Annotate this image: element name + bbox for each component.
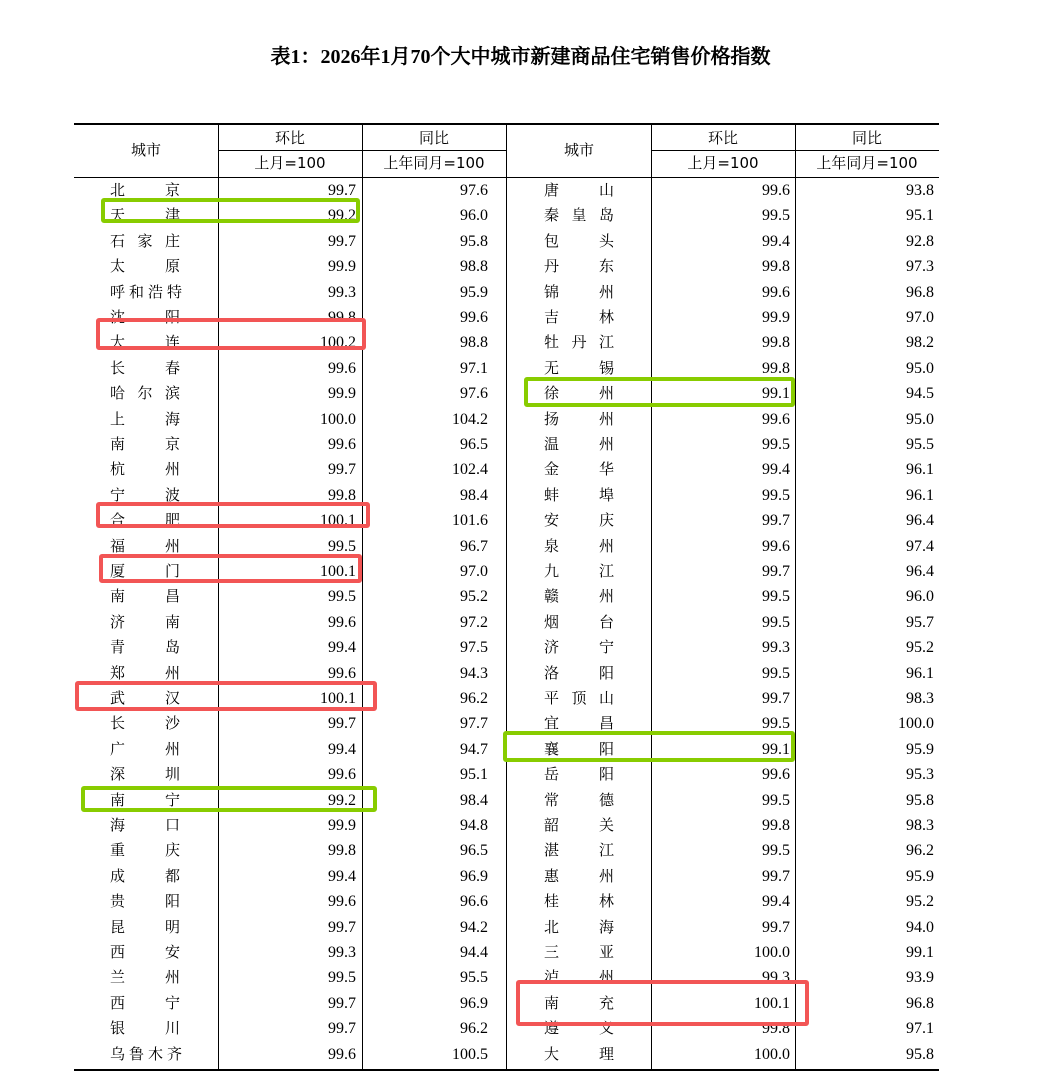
header-mom-left: 环比 — [274, 129, 305, 147]
header-mom-right: 环比 — [707, 129, 738, 147]
city-name: 金 华 — [544, 460, 614, 479]
city-name: 上 海 — [110, 409, 180, 428]
table-row — [74, 330, 939, 355]
table-row — [74, 483, 939, 508]
city-name: 长 沙 — [110, 714, 180, 733]
mom-value: 99.9 — [762, 309, 790, 326]
mom-value: 99.7 — [762, 512, 790, 530]
mom-value: 99.1 — [762, 740, 790, 758]
yoy-value: 94.4 — [460, 944, 488, 961]
mom-value: 99.6 — [762, 766, 790, 784]
yoy-value: 97.6 — [460, 182, 488, 199]
yoy-value: 100.0 — [898, 715, 934, 733]
yoy-value: 95.0 — [906, 359, 934, 377]
header-yoy-right: 同比 — [851, 129, 882, 147]
yoy-value: 95.8 — [906, 791, 934, 809]
yoy-value: 97.1 — [906, 1020, 934, 1038]
mom-value: 99.6 — [762, 410, 790, 428]
mom-value: 99.3 — [762, 639, 790, 657]
yoy-value: 96.2 — [460, 690, 488, 707]
table-row — [74, 356, 939, 381]
yoy-value: 95.2 — [460, 588, 488, 606]
yoy-value: 95.9 — [906, 867, 934, 885]
mom-value: 99.5 — [762, 486, 790, 504]
table-row — [74, 813, 939, 838]
city-name: 九 江 — [544, 562, 614, 580]
yoy-value: 97.4 — [906, 537, 934, 555]
city-name: 北 京 — [110, 181, 180, 199]
mom-value: 99.7 — [328, 182, 356, 199]
city-name: 韶 关 — [544, 816, 614, 834]
city-name: 深 圳 — [110, 765, 180, 784]
mom-value: 99.5 — [762, 715, 790, 733]
mom-value: 99.7 — [328, 994, 356, 1012]
yoy-value: 95.3 — [906, 766, 934, 784]
table-row — [74, 610, 939, 635]
table-row — [74, 203, 939, 228]
yoy-value: 96.4 — [906, 563, 934, 580]
mom-value: 99.6 — [328, 613, 356, 631]
mom-value: 99.6 — [328, 664, 356, 682]
table-row — [74, 635, 939, 660]
mom-value: 100.1 — [320, 690, 356, 707]
yoy-value: 96.8 — [906, 994, 934, 1012]
mom-value: 99.5 — [762, 791, 790, 809]
table-row — [74, 254, 939, 279]
yoy-value: 96.6 — [460, 893, 488, 911]
yoy-value: 96.9 — [460, 867, 488, 885]
city-name: 大 连 — [110, 333, 180, 352]
mom-value: 99.2 — [328, 791, 356, 809]
yoy-value: 99.1 — [906, 944, 934, 961]
mom-value: 99.6 — [328, 766, 356, 784]
mom-value: 99.5 — [762, 613, 790, 631]
yoy-value: 102.4 — [452, 461, 488, 479]
mom-value: 99.6 — [328, 436, 356, 453]
mom-value: 99.5 — [328, 588, 356, 606]
city-name: 南 充 — [544, 993, 614, 1012]
city-name: 牡 丹 江 — [544, 333, 614, 352]
city-name: 湛 江 — [544, 841, 614, 860]
city-name: 宜 昌 — [544, 714, 614, 733]
city-name: 桂 林 — [544, 892, 614, 911]
table-row — [74, 178, 939, 203]
mom-value: 99.4 — [762, 893, 790, 911]
city-name: 乌 鲁 木 齐 — [110, 1044, 182, 1063]
yoy-value: 96.7 — [460, 537, 488, 555]
yoy-value: 96.5 — [460, 842, 488, 860]
city-name: 青 岛 — [110, 638, 180, 657]
yoy-value: 97.5 — [460, 639, 488, 657]
city-name: 遵 义 — [544, 1019, 614, 1038]
mom-value: 99.6 — [328, 893, 356, 911]
yoy-value: 99.6 — [460, 309, 488, 326]
city-name: 秦 皇 岛 — [544, 206, 614, 225]
header-mom-base-left: 上月=100 — [254, 154, 326, 172]
city-name: 温 州 — [544, 435, 614, 453]
page-title: 表1：2026年1月70个大中城市新建商品住宅销售价格指数 — [270, 46, 771, 68]
mom-value: 99.4 — [762, 232, 790, 250]
mom-value: 99.6 — [328, 359, 356, 377]
mom-value: 100.1 — [320, 512, 356, 530]
yoy-value: 95.7 — [906, 613, 934, 631]
mom-value: 99.5 — [328, 969, 356, 987]
city-name: 重 庆 — [110, 841, 180, 860]
yoy-value: 97.1 — [460, 359, 488, 377]
city-name: 泉 州 — [544, 536, 614, 555]
city-name: 哈 尔 滨 — [110, 384, 180, 403]
city-name: 杭 州 — [110, 460, 180, 479]
header-yoy-left: 同比 — [418, 129, 449, 147]
yoy-value: 98.2 — [906, 334, 934, 352]
table-row — [74, 991, 939, 1016]
city-name: 西 安 — [110, 943, 180, 961]
mom-value: 99.8 — [328, 309, 356, 326]
yoy-value: 94.7 — [460, 740, 488, 758]
table-row — [74, 737, 939, 762]
table-row — [74, 229, 939, 254]
mom-value: 100.2 — [320, 334, 356, 352]
header-city-left: 城市 — [130, 141, 161, 159]
table-row — [74, 838, 939, 863]
city-name: 丹 东 — [544, 257, 614, 276]
city-name: 扬 州 — [544, 409, 614, 428]
mom-value: 99.8 — [762, 334, 790, 352]
city-name: 唐 山 — [544, 181, 614, 199]
mom-value: 99.5 — [328, 537, 356, 555]
yoy-value: 96.0 — [460, 207, 488, 225]
mom-value: 99.1 — [762, 385, 790, 403]
city-name: 济 宁 — [544, 638, 614, 657]
yoy-value: 97.3 — [906, 258, 934, 276]
mom-value: 99.3 — [328, 944, 356, 961]
table-row — [74, 305, 939, 330]
table-row — [74, 686, 939, 711]
yoy-value: 95.8 — [906, 1045, 934, 1063]
yoy-value: 98.8 — [460, 258, 488, 276]
city-name: 武 汉 — [110, 689, 180, 707]
city-name: 岳 阳 — [544, 765, 614, 784]
city-name: 郑 州 — [110, 663, 180, 682]
city-name: 大 理 — [544, 1044, 614, 1063]
mom-value: 99.5 — [762, 207, 790, 225]
mom-value: 99.9 — [328, 817, 356, 834]
yoy-value: 92.8 — [906, 232, 934, 250]
mom-value: 99.5 — [762, 588, 790, 606]
yoy-value: 95.0 — [906, 410, 934, 428]
yoy-value: 95.1 — [460, 766, 488, 784]
mom-value: 99.8 — [762, 258, 790, 276]
yoy-value: 95.1 — [906, 207, 934, 225]
mom-value: 100.0 — [320, 410, 356, 428]
yoy-value: 93.9 — [906, 969, 934, 987]
mom-value: 99.4 — [762, 461, 790, 479]
header-yoy-base-left: 上年同月=100 — [383, 154, 485, 172]
table-row — [74, 965, 939, 990]
city-name: 西 宁 — [110, 993, 180, 1012]
table-row — [74, 534, 939, 559]
city-name: 三 亚 — [544, 943, 614, 961]
city-name: 太 原 — [110, 257, 180, 276]
city-name: 南 京 — [110, 435, 180, 453]
yoy-value: 95.9 — [906, 740, 934, 758]
mom-value: 100.0 — [754, 1045, 790, 1063]
mom-value: 99.3 — [328, 283, 356, 301]
city-name: 宁 波 — [110, 485, 180, 504]
table-row — [74, 940, 939, 965]
yoy-value: 97.0 — [460, 563, 488, 580]
table-row — [74, 1016, 939, 1041]
table-row — [74, 584, 939, 609]
table-row — [74, 864, 939, 889]
mom-value: 99.7 — [328, 232, 356, 250]
mom-value: 99.9 — [328, 385, 356, 403]
yoy-value: 96.5 — [460, 436, 488, 453]
mom-value: 99.5 — [762, 664, 790, 682]
table-row — [74, 432, 939, 457]
city-name: 惠 州 — [544, 866, 614, 885]
city-name: 合 肥 — [110, 511, 180, 530]
yoy-value: 94.5 — [906, 385, 934, 403]
city-name: 沈 阳 — [110, 308, 180, 326]
mom-value: 100.0 — [754, 944, 790, 961]
yoy-value: 95.9 — [460, 283, 488, 301]
city-name: 襄 阳 — [544, 739, 614, 758]
table-row — [74, 1042, 939, 1067]
mom-value: 99.8 — [328, 842, 356, 860]
yoy-value: 95.2 — [906, 639, 934, 657]
city-name: 烟 台 — [544, 612, 614, 631]
yoy-value: 98.3 — [906, 817, 934, 834]
mom-value: 99.7 — [328, 1020, 356, 1038]
city-name: 济 南 — [110, 612, 180, 631]
city-name: 徐 州 — [544, 384, 614, 403]
mom-value: 99.7 — [762, 563, 790, 580]
yoy-value: 95.8 — [460, 232, 488, 250]
mom-value: 99.8 — [762, 359, 790, 377]
yoy-value: 93.8 — [906, 182, 934, 199]
mom-value: 100.1 — [754, 994, 790, 1012]
yoy-value: 96.4 — [906, 512, 934, 530]
yoy-value: 98.4 — [460, 791, 488, 809]
table-row — [74, 889, 939, 914]
city-name: 石 家 庄 — [110, 231, 180, 250]
city-name: 福 州 — [110, 536, 180, 555]
city-name: 天 津 — [110, 206, 180, 225]
city-name: 无 锡 — [544, 358, 614, 377]
table-row — [74, 559, 939, 584]
yoy-value: 98.3 — [906, 690, 934, 707]
city-name: 南 宁 — [110, 790, 180, 809]
table-row — [74, 280, 939, 305]
yoy-value: 96.1 — [906, 461, 934, 479]
mom-value: 99.9 — [328, 258, 356, 276]
city-name: 平 顶 山 — [544, 689, 614, 707]
table-row — [74, 508, 939, 533]
city-name: 吉 林 — [544, 308, 614, 326]
mom-value: 99.4 — [328, 867, 356, 885]
mom-value: 100.1 — [320, 563, 356, 580]
table-row — [74, 711, 939, 736]
yoy-value: 94.3 — [460, 664, 488, 682]
city-name: 洛 阳 — [544, 663, 614, 682]
mom-value: 99.3 — [762, 969, 790, 987]
yoy-value: 96.0 — [906, 588, 934, 606]
header-city-right: 城市 — [563, 141, 594, 159]
yoy-value: 96.9 — [460, 994, 488, 1012]
yoy-value: 94.8 — [460, 817, 488, 834]
yoy-value: 98.4 — [460, 486, 488, 504]
mom-value: 99.8 — [762, 1020, 790, 1038]
city-name: 海 口 — [110, 816, 180, 834]
yoy-value: 97.2 — [460, 613, 488, 631]
city-name: 昆 明 — [110, 917, 180, 936]
mom-value: 99.6 — [762, 537, 790, 555]
city-name: 包 头 — [544, 231, 614, 250]
price-index-table — [74, 123, 939, 1071]
table-row — [74, 661, 939, 686]
yoy-value: 97.0 — [906, 309, 934, 326]
city-name: 锦 州 — [544, 282, 614, 301]
mom-value: 99.5 — [762, 842, 790, 860]
mom-value: 99.8 — [762, 817, 790, 834]
yoy-value: 96.2 — [460, 1020, 488, 1038]
city-name: 赣 州 — [544, 587, 614, 606]
mom-value: 99.8 — [328, 486, 356, 504]
table-row — [74, 915, 939, 940]
city-name: 贵 阳 — [110, 892, 180, 911]
mom-value: 99.6 — [762, 283, 790, 301]
city-name: 广 州 — [110, 739, 180, 758]
yoy-value: 95.2 — [906, 893, 934, 911]
yoy-value: 96.2 — [906, 842, 934, 860]
mom-value: 99.5 — [762, 436, 790, 453]
city-name: 安 庆 — [544, 511, 614, 530]
yoy-value: 97.7 — [460, 715, 488, 733]
mom-value: 99.6 — [762, 182, 790, 199]
header-yoy-base-right: 上年同月=100 — [816, 154, 918, 172]
city-name: 常 德 — [544, 790, 614, 809]
city-name: 长 春 — [110, 358, 180, 377]
city-name: 南 昌 — [110, 587, 180, 606]
mom-value: 99.7 — [328, 918, 356, 936]
mom-value: 99.2 — [328, 207, 356, 225]
yoy-value: 95.5 — [460, 969, 488, 987]
mom-value: 99.7 — [762, 918, 790, 936]
yoy-value: 96.8 — [906, 283, 934, 301]
yoy-value: 94.0 — [906, 918, 934, 936]
table-row — [74, 788, 939, 813]
yoy-value: 97.6 — [460, 385, 488, 403]
yoy-value: 98.8 — [460, 334, 488, 352]
table-row — [74, 457, 939, 482]
mom-value: 99.4 — [328, 639, 356, 657]
yoy-value: 101.6 — [452, 512, 488, 530]
header-mom-base-right: 上月=100 — [687, 154, 759, 172]
mom-value: 99.6 — [328, 1045, 356, 1063]
city-name: 蚌 埠 — [544, 485, 614, 504]
yoy-value: 96.1 — [906, 486, 934, 504]
mom-value: 99.7 — [328, 461, 356, 479]
yoy-value: 100.5 — [452, 1045, 488, 1063]
city-name: 银 川 — [110, 1019, 180, 1038]
city-name: 成 都 — [110, 866, 180, 885]
yoy-value: 95.5 — [906, 436, 934, 453]
table-row — [74, 762, 939, 787]
yoy-value: 96.1 — [906, 664, 934, 682]
city-name: 呼 和 浩 特 — [110, 282, 182, 301]
table-row — [74, 407, 939, 432]
city-name: 北 海 — [544, 917, 614, 936]
city-name: 兰 州 — [110, 968, 180, 987]
yoy-value: 104.2 — [452, 410, 488, 428]
mom-value: 99.7 — [762, 690, 790, 707]
city-name: 泸 州 — [544, 968, 614, 987]
city-name: 厦 门 — [110, 562, 180, 580]
mom-value: 99.7 — [762, 867, 790, 885]
yoy-value: 94.2 — [460, 918, 488, 936]
table-row — [74, 381, 939, 406]
mom-value: 99.7 — [328, 715, 356, 733]
mom-value: 99.4 — [328, 740, 356, 758]
